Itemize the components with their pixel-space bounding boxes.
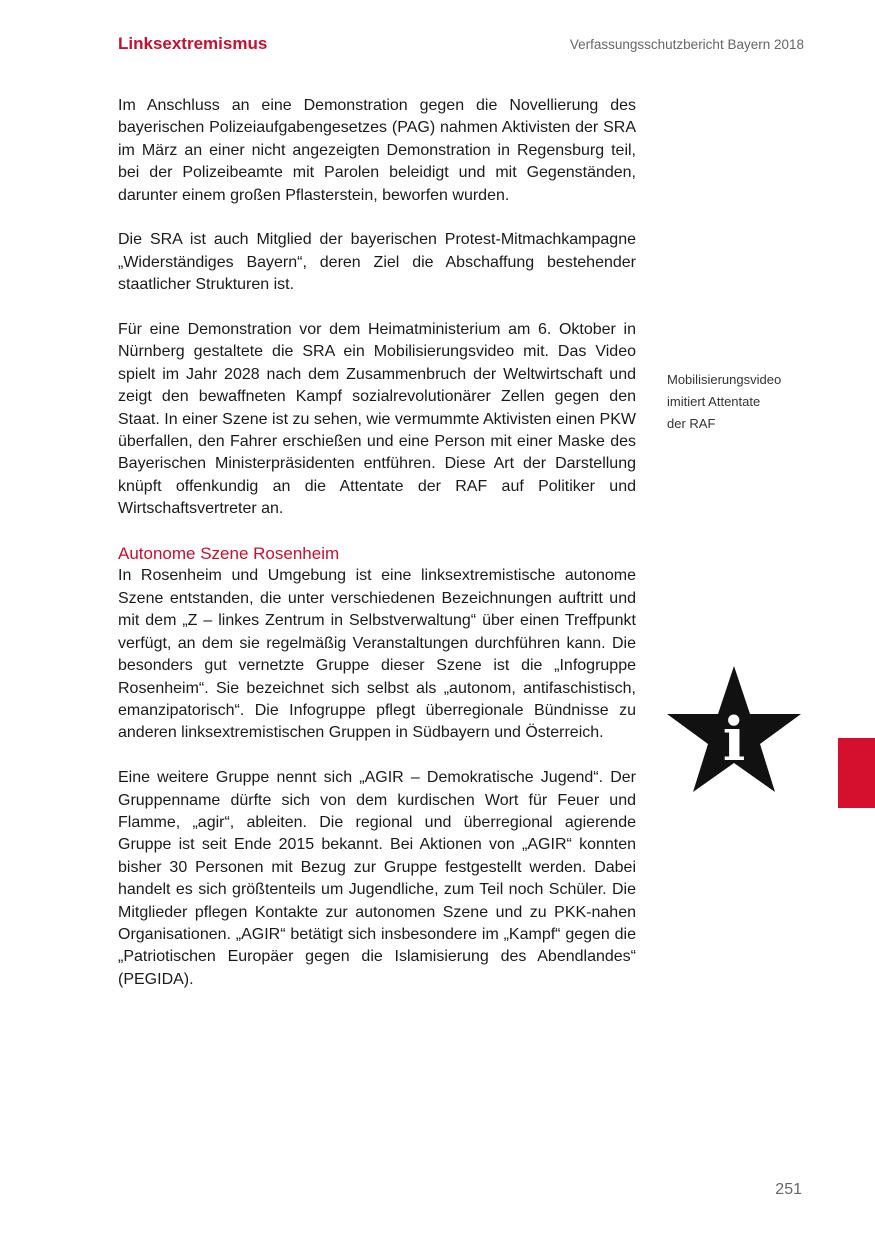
paragraph-rosenheim: In Rosenheim und Umgebung ist eine linksextremistische autonome Szene entstanden, die unter verschiedenen Bezeichnungen auftritt und mit dem „Z – linkes Zentrum in Selbstverwaltung“ über einen Treffpunkt verfügt, an dem sie regelmäßig Veranstaltungen durchführen kann. Die besonders gut vernetzte Gruppe dieser Szene ist die „Infogruppe Rosenheim“. Sie bezeichnet sich selbst als „autonom, antifaschistisch, emanzipatorisch“. Die Infogruppe pflegt überregionale Bündnisse zu anderen linksextremistischen Gruppen in Südbayern und Österreich. xyxy=(118,567,636,742)
main-text xyxy=(118,95,636,1014)
paragraph-widerstaendiges-bayern: Die SRA ist auch Mitglied der bayerischen Protest-Mitmachkampagne „Widerständiges Bayern“, deren Ziel die Abschaffung bestehender staatlicher Strukturen ist. xyxy=(118,231,636,294)
section-heading-rosenheim: Autonome Szene Rosenheim xyxy=(118,544,340,564)
margin-note xyxy=(667,369,807,435)
info-glyph: i xyxy=(722,705,746,775)
publication-title: Verfassungsschutzbericht Bayern 2018 xyxy=(569,37,804,52)
section-title: Linksextremismus xyxy=(118,34,268,53)
paragraph-mobilisierungsvideo: Für eine Demonstration vor dem Heimatministerium am 6. Oktober in Nürnberg gestaltete die SRA ein Mobilisierungsvideo mit. Das Video spielt im Jahr 2028 nach dem Zusammenbruch der Weltwirtschaft und zeigt den bewaffneten Kampf sozialrevolutionärer Zellen gegen den Staat. In einer Szene ist zu sehen, wie vermummte Aktivisten einen PKW überfallen, den Fahrer erschießen und eine Person mit einer Maske des Bayerischen Ministerpräsidenten entführen. Diese Art der Darstellung knüpft offenkundig an die Attentate der RAF auf Politiker und Wirtschaftsvertreter an. xyxy=(118,321,636,518)
star-info-icon xyxy=(664,664,804,796)
paragraph-agir: Eine weitere Gruppe nennt sich „AGIR – Demokratische Jugend“. Der Gruppenname dürfte sich von dem kurdischen Wort für Feuer und Flamme, „agir“, ableiten. Die regional und überregional agierende Gruppe ist seit Ende 2015 bekannt. Bei Aktionen von „AGIR“ konnten bisher 30 Personen mit Bezug zur Gruppe festgestellt werden. Dabei handelt es sich größtenteils um Jugendliche, zum Teil noch Schüler. Die Mitglieder pflegen Kontakte zur autonomen Szene und zu PKK-nahen Organisationen. „AGIR“ betätigt sich insbesondere im „Kampf“ gegen die „Patriotischen Europäer gegen die Islamisierung des Abendlandes“ (PEGIDA). xyxy=(118,769,636,988)
page-number: 251 xyxy=(775,1181,802,1198)
chapter-tab-marker xyxy=(838,738,875,808)
paragraph-pag-demonstration: Im Anschluss an eine Demonstration gegen die Novellierung des bayerischen Polizeiaufgabengesetzes (PAG) nahmen Aktivisten der SRA im März an einer nicht angezeigten Demonstration in Regensburg teil, bei der Polizeibeamte mit Parolen beleidigt und mit Gegenständen, darunter einem großen Pflasterstein, beworfen wurden. xyxy=(118,97,636,204)
margin-note-line: imitiert Attentate xyxy=(667,394,761,409)
margin-note-line: der RAF xyxy=(667,416,716,431)
margin-note-line: Mobilisierungsvideo xyxy=(667,372,782,387)
